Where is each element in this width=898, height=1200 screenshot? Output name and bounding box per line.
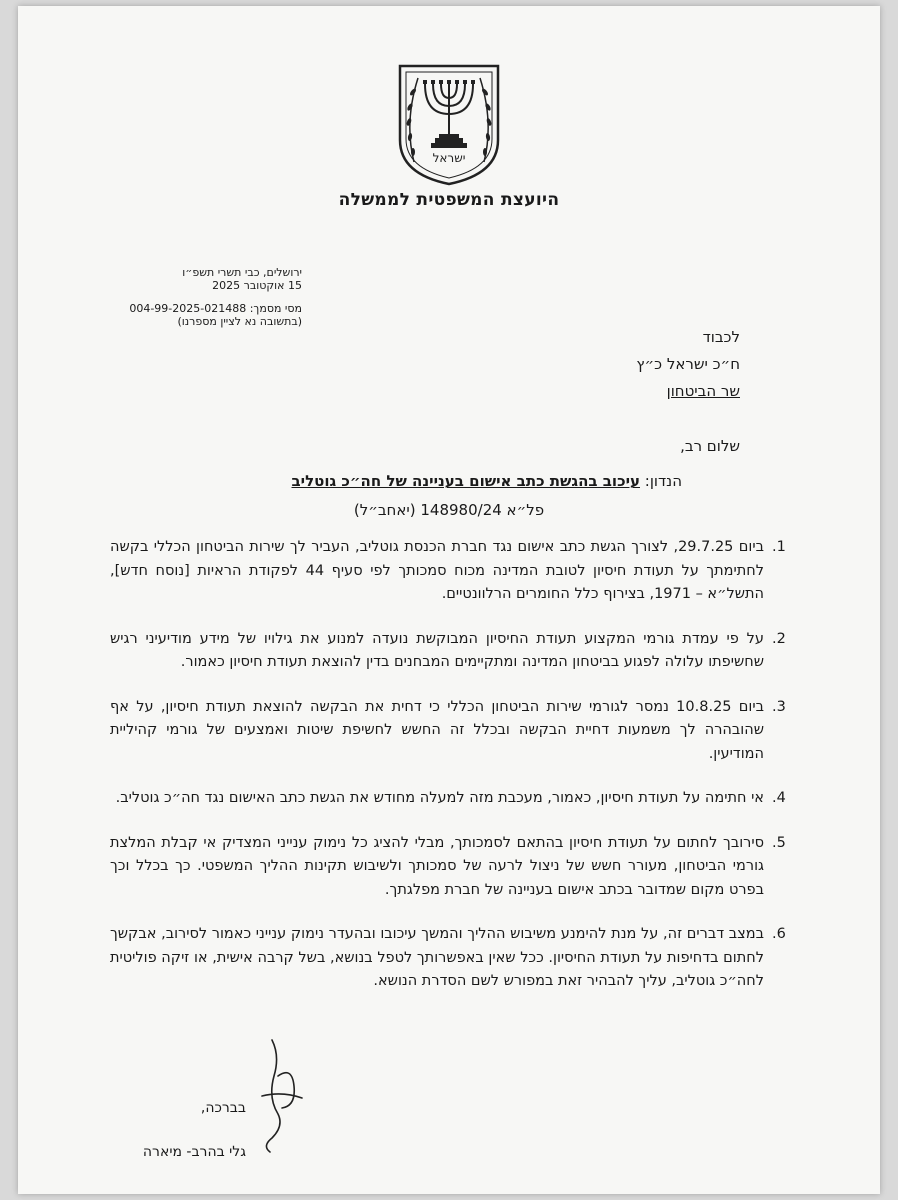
paragraph-text: ביום 29.7.25, לצורך הגשת כתב אישום נגד חברת הכנסת גוטליב, העביר לך שירות הביטחון הכללי בקשה לחתימתך על תעודת חיסיון לטובת המדינה מכוח סמכותך לפי סעיף 44 לפקודת הראיות [נוסח חדש], התשל״א – 1971, בצירוף כלל החומרים הרלוונטיים. [110,539,765,602]
greeting: שלום רב, [680,437,740,455]
closing-regards: בברכה, [200,1100,246,1116]
paragraph [110,787,800,811]
paragraph-number: 2. [772,630,786,647]
paragraph [110,696,800,767]
paragraph-number: 1. [772,539,786,555]
document-number: מסי מסמך: 004-99-2025-021488 [129,302,302,315]
paragraph-number: 5. [772,834,786,851]
paragraph-text: סירובך לחתום על תעודת חיסיון בהתאם לסמכותך, מבלי להציג כל נימוק ענייני המצדיק אי קבלת המלצת גורמי הביטחון, מעורר חשש של ניצול לרעה של סמכותך ולשיבוש תקינות ההליך המשפטי. כך בכלל וכך בפרט מקום שמדובר בכתב אישום בעניינה של חברת מפלגתך. [110,834,764,898]
paragraph-text: ביום 10.8.25 נמסר לגורמי שירות הביטחון הכללי כי דחית את הבקשה להוצאת תעודת חיסיון, על אף שהובהרה לך משמעות דחיית הבקשה ובכלל זה החשש לחשיפת שיטות ואמצעים של גורמי קהיליית המודיעין. [110,698,764,762]
paragraph-number: 4. [772,790,786,806]
letter-body [110,536,800,1015]
letter-page [18,6,880,1194]
recipient-name: ח״כ ישראל כ״ץ [636,355,740,373]
emblem-lettering: ישראל [432,151,466,165]
file-reference: פל״א 148980/24 (יאחב״ל) [353,501,545,519]
paragraph-text: על פי עמדת גורמי המקצוע תעודת החיסיון המבוקשת נועדה למנוע את גילויו של מידע מודיעיני רגיש שחשיפתו עלולה לפגוע בביטחון המדינה ומתקיימים המבחנים בדין להוצאת תעודת חיסיון כאמור. [110,630,764,670]
state-emblem-icon [394,62,504,187]
paragraph-text: במצב דברים זה, על מנת להימנע משיבוש ההליך והמשך עיכובו ובהעדר נימוק ענייני כאמור לסירוב, אבקשך לחתום בדחיפות על תעודת החיסיון. ככל שאין באפשרותך לטפל בנושא, בשל קרבה אישית, או זיקה פוליטית לחה״כ גוטליב, עליך להבהיר זאת במפורש לשם הסדרת הנושא. [110,926,764,989]
recipient-honorific: לכבוד [702,328,740,346]
hebrew-date: ירושלים, כבי תשרי תשפ״ו [182,266,302,279]
letter-meta [82,266,302,328]
paragraph-number: 3. [772,698,786,715]
reply-note: (בתשובה נא לציין מספרנו) [177,315,302,328]
subject-line [292,472,683,490]
subject-text: עיכוב בהגשת כתב אישום בעניינה של חה״כ גוטליב [291,472,640,490]
gregorian-date: 15 אוקטובר 2025 [212,279,302,292]
office-title: היועצת המשפטית לממשלה [338,190,560,210]
subject-label: הנדון: [644,472,682,490]
paragraph [110,832,800,903]
paragraph-text: אי חתימה על תעודת חיסיון, כאמור, מעכבת מזה למעלה מחודש את הגשת כתב האישום נגד חה״כ גוטליב. [115,790,764,806]
paragraph [110,536,800,607]
signer-name: גלי בהרב- מיארה [142,1144,246,1160]
recipient-block [636,324,740,405]
signature-block [143,1086,246,1174]
paragraph [110,923,800,994]
paragraph-number: 6. [772,926,786,942]
paragraph [110,628,800,675]
recipient-title: שר הביטחון [666,382,740,400]
